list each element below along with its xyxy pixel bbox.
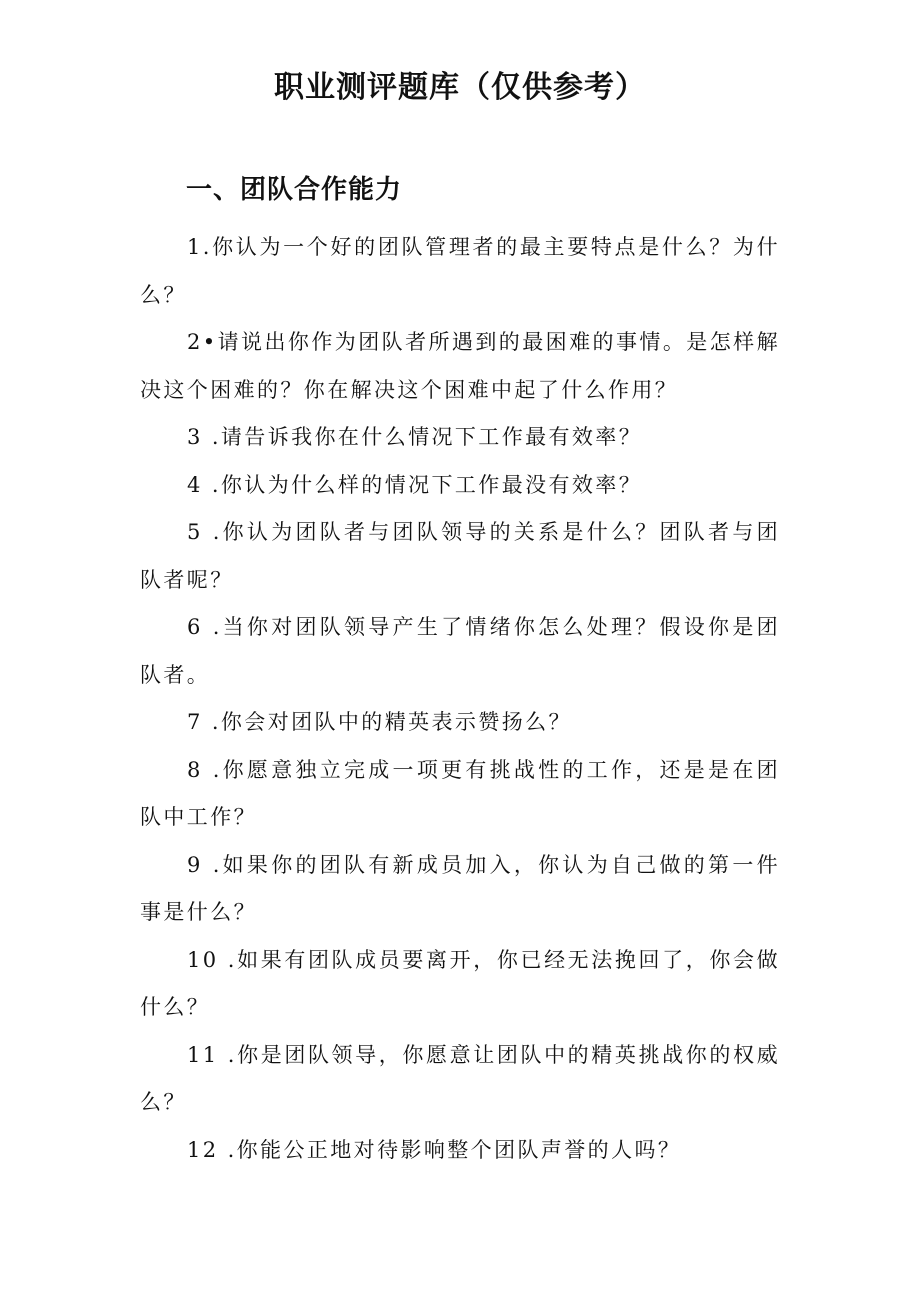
question-item: 3 .请告诉我你在什么情况下工作最有效率？ <box>187 425 643 449</box>
section-heading: 一、团队合作能力 <box>186 175 403 205</box>
question-list <box>140 224 780 1174</box>
question-item: 7 .你会对团队中的精英表示赞扬么？ <box>187 710 572 734</box>
question-item: 12 .你能公正地对待影响整个团队声誉的人吗？ <box>187 1137 682 1162</box>
question-item: 9 .如果你的团队有新成员加入，你认为自己做的第一件事是什么？ <box>140 852 780 924</box>
question-item: 10 .如果有团队成员要离开，你已经无法挽回了，你会做什么？ <box>140 947 780 1019</box>
question-item: 6 .当你对团队领导产生了情绪你怎么处理？假设你是团队者。 <box>140 615 780 687</box>
question-item: 1.你认为一个好的团队管理者的最主要特点是什么？为什么？ <box>140 235 780 307</box>
document-title: 职业测评题库（仅供参考） <box>274 70 646 105</box>
question-item: 5 .你认为团队者与团队领导的关系是什么？团队者与团队者呢？ <box>140 520 780 592</box>
question-item: 8 .你愿意独立完成一项更有挑战性的工作，还是是在团队中工作？ <box>140 757 780 829</box>
question-item: 11 .你是团队领导，你愿意让团队中的精英挑战你的权威么？ <box>140 1042 780 1114</box>
question-item: 2•请说出你作为团队者所遇到的最困难的事情。是怎样解决这个困难的？你在解决这个困难中起了什么作用？ <box>140 330 780 402</box>
question-item: 4 .你认为什么样的情况下工作最没有效率？ <box>187 472 643 497</box>
